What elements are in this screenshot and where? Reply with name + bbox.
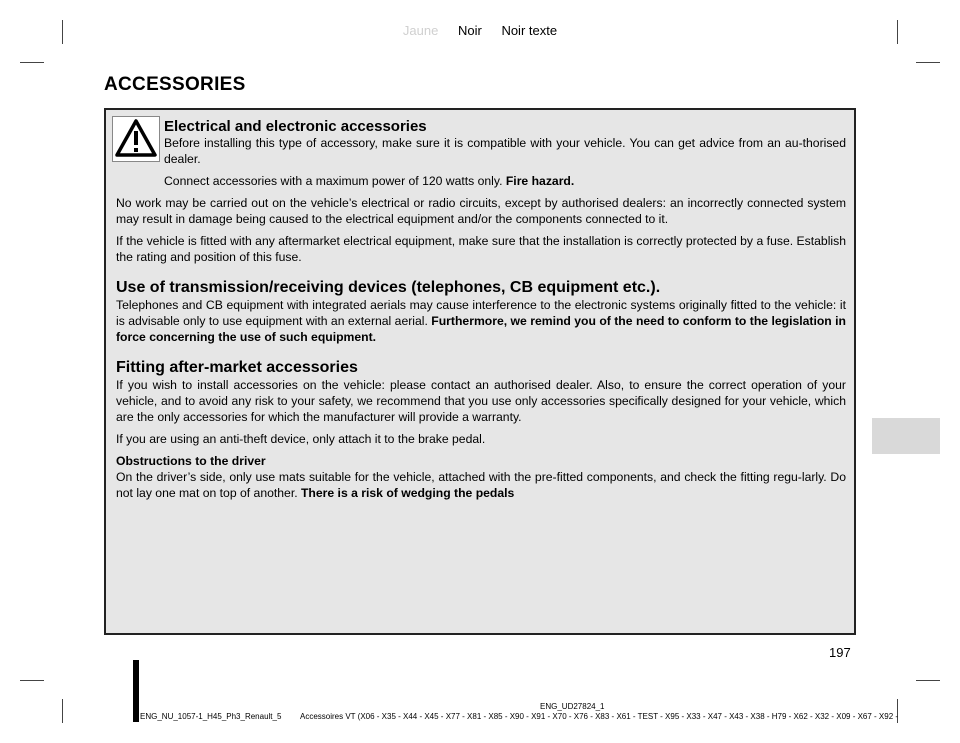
content-body — [116, 118, 846, 507]
page-title: ACCESSORIES — [104, 74, 246, 95]
crop-mark — [20, 680, 44, 681]
electrical-para-3: No work may be carried out on the vehicle’s electrical or radio circuits, except by authorised dealers: an incorrectly connected system may result in damage being caused to the electrical equipment and/or the components connected to it. — [116, 196, 846, 226]
aftermarket-para-2: If you are using an anti-theft device, only attach it to the brake pedal. — [116, 432, 486, 446]
aftermarket-para-3-text: On the driver’s side, only use mats suitable for the vehicle, attached with the pre-fitted components, and check the fitting regu-larly. Do not lay one mat on top of another. — [116, 470, 846, 500]
chapter-side-tab — [872, 418, 940, 454]
transmission-para-text: Telephones and CB equipment with integrated aerials may cause interference to the electronic systems originally fitted to the vehicle: it is advisable only to use equipment with an external aerial. — [116, 298, 846, 328]
electrical-para-1: Before installing this type of accessory, make sure it is compatible with your vehicle. You can get advice from an au-thorised dealer. — [164, 136, 846, 166]
electrical-heading: Electrical and electronic accessories — [164, 118, 427, 135]
fire-hazard-text: Fire hazard. — [505, 174, 575, 188]
transmission-para-bold: Furthermore, we remind you of the need to conform to the legislation in force concerning the use of such equipment. — [116, 314, 846, 344]
print-color-header — [0, 23, 960, 38]
content-panel — [104, 108, 856, 635]
electrical-warning-block — [164, 118, 846, 167]
transmission-heading: Use of transmission/receiving devices (telephones, CB equipment etc.). — [116, 279, 661, 296]
aftermarket-para-3 — [116, 469, 846, 501]
page-number: 197 — [829, 645, 851, 660]
crop-mark — [62, 699, 63, 723]
obstructions-subheading: Obstructions to the driver — [116, 454, 266, 468]
electrical-para-4: If the vehicle is fitted with any aftermarket electrical equipment, make sure that the installation is correctly protected by a fuse. Establish the rating and position of this fuse. — [116, 234, 846, 264]
footer-doc-id: ENG_UD27824_1 — [540, 702, 605, 711]
transmission-para — [116, 297, 846, 345]
aftermarket-para-1: If you wish to install accessories on the vehicle: please contact an authorised dealer. Also, to ensure the correct operation of your vehicle, and to avoid any risk to your safety, we recommend that you use only accessories specifically designed for your vehicle, which are the only accessories for which the manufacturer will provide a warranty. — [116, 378, 846, 424]
crop-mark — [916, 680, 940, 681]
color-noir-texte: Noir texte — [501, 23, 558, 38]
footer-right-ref: Accessoires VT (X06 - X35 - X44 - X45 - X77 - X81 - X85 - X90 - X91 - X70 - X76 - X83 - X61 - TEST - X95 - X33 - X47 - X43 - X38 - H79 - X62 - X32 - X09 - X67 - X92 - — [300, 712, 899, 721]
aftermarket-heading: Fitting after-market accessories — [116, 359, 358, 376]
crop-mark — [20, 62, 44, 63]
color-noir: Noir — [457, 23, 482, 38]
footer-left-ref: ENG_NU_1057-1_H45_Ph3_Renault_5 — [140, 712, 282, 721]
electrical-para-2-text: Connect accessories with a maximum power of 120 watts only. — [164, 174, 506, 188]
footer-bar — [133, 660, 139, 722]
electrical-para-2 — [116, 173, 846, 189]
color-jaune: Jaune — [402, 23, 439, 38]
wedging-warning-text: There is a risk of wedging the pedals — [300, 486, 515, 500]
crop-mark — [916, 62, 940, 63]
